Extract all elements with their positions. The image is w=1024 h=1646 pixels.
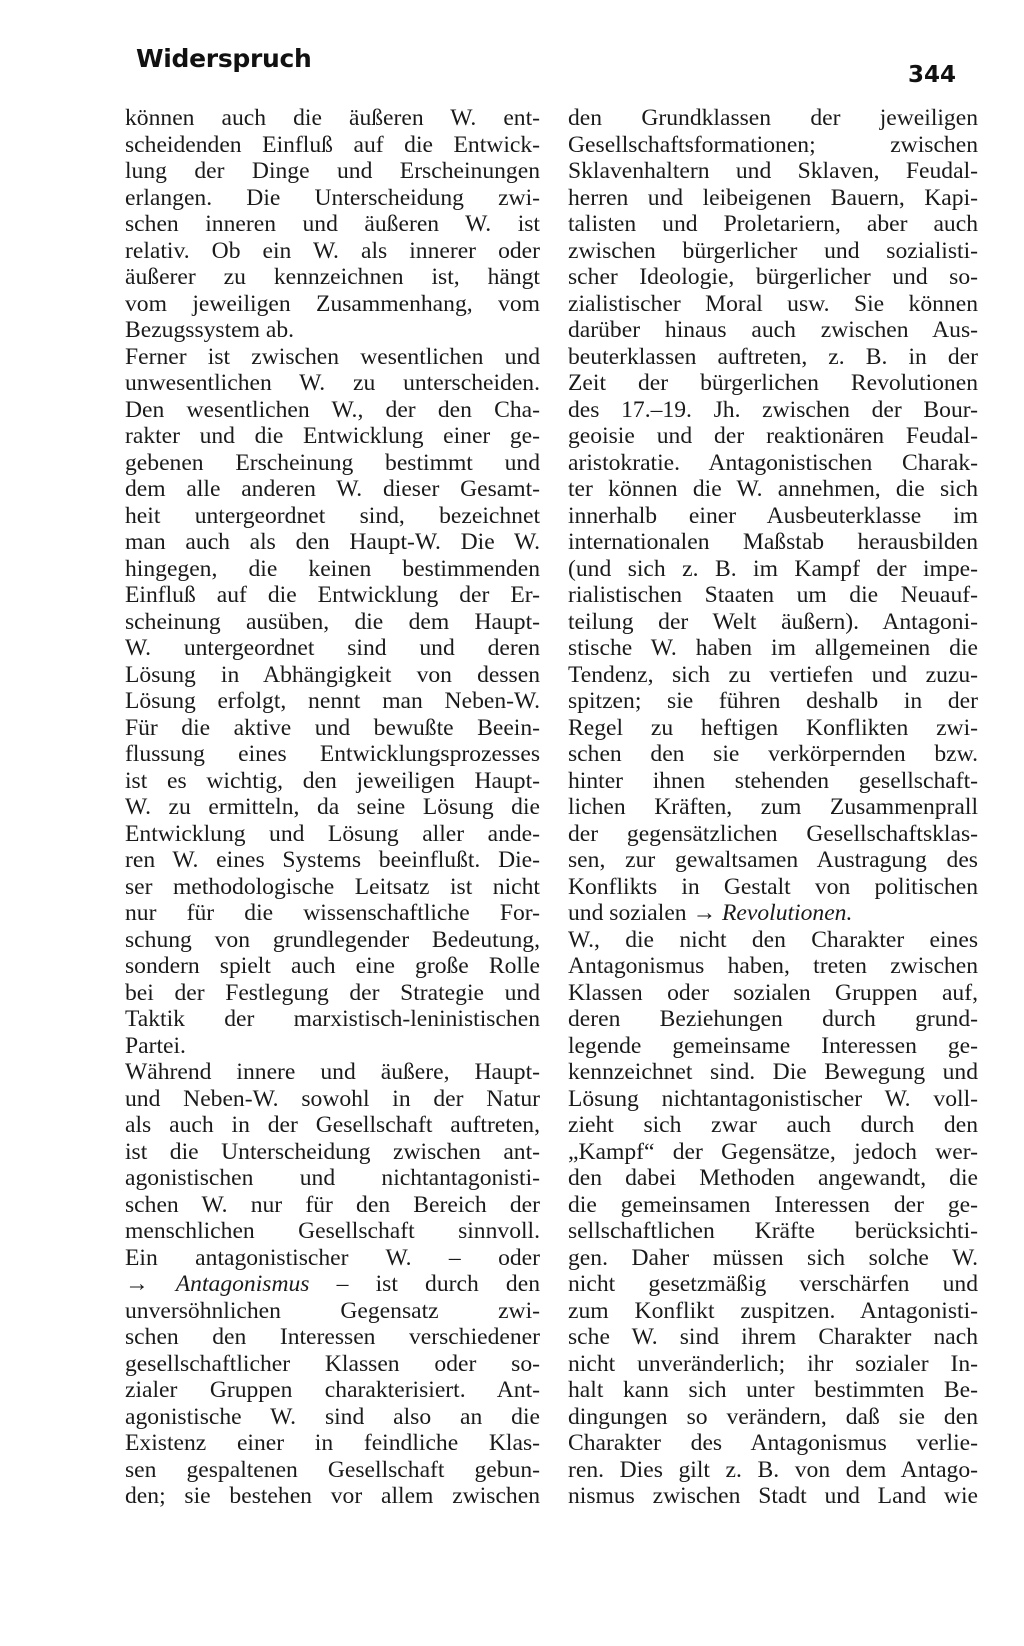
text-segment: aristokratie. Antagonistischen Charak-	[568, 449, 978, 476]
text-line	[125, 1377, 540, 1404]
text-segment: teilung der Welt äußern). Antagoni-	[568, 608, 978, 635]
text-segment: – ist durch den	[309, 1271, 541, 1297]
text-segment: W. untergeordnet sind und deren	[125, 635, 540, 661]
text-line	[125, 1351, 540, 1378]
text-line	[125, 1218, 540, 1245]
text-line	[125, 1298, 540, 1325]
text-segment: talisten und Proletariern, aber auch	[568, 211, 978, 237]
cross-reference-term: Antagonismus	[175, 1271, 310, 1297]
text-line	[568, 423, 978, 450]
text-line	[568, 1483, 978, 1510]
text-line	[125, 344, 540, 371]
text-segment: Während innere und äußere, Haupt-	[125, 1059, 540, 1085]
text-segment: unversöhnlichen Gegensatz zwi-	[125, 1297, 540, 1324]
text-line	[568, 132, 978, 159]
text-line	[568, 847, 978, 874]
text-line	[568, 1324, 978, 1351]
text-line	[125, 1139, 540, 1166]
text-segment: den; sie bestehen vor allem zwischen	[125, 1483, 540, 1509]
text-segment: sellschaftlichen Kräfte berücksichti-	[568, 1218, 978, 1244]
text-segment: herren und leibeigenen Bauern, Kapi-	[568, 184, 978, 211]
cross-reference-term: Revolutionen.	[721, 900, 853, 926]
text-segment: den dabei Methoden angewandt, die	[568, 1165, 978, 1191]
text-line	[568, 238, 978, 265]
text-line	[125, 1483, 540, 1510]
text-segment: schen den Interessen verschiedener	[125, 1324, 540, 1350]
text-segment: Gesellschaftsformationen; zwischen	[568, 131, 978, 158]
text-line	[568, 1112, 978, 1139]
text-segment: nicht unveränderlich; ihr sozialer In-	[568, 1350, 978, 1377]
text-line	[568, 1033, 978, 1060]
text-segment: heit untergeordnet sind, bezeichnet	[125, 502, 540, 529]
text-line	[125, 980, 540, 1007]
text-segment: den Grundklassen der jeweiligen	[568, 105, 978, 131]
text-segment: ter können die W. annehmen, die sich	[568, 476, 978, 502]
text-line	[568, 1192, 978, 1219]
text-segment: des 17.–19. Jh. zwischen der Bour-	[568, 396, 978, 423]
text-segment: W., die nicht den Charakter eines	[568, 926, 978, 953]
text-line	[125, 635, 540, 662]
text-segment: zialer Gruppen charakterisiert. Ant-	[125, 1377, 540, 1403]
text-line	[125, 662, 540, 689]
text-segment: Den wesentlichen W., der den Cha-	[125, 396, 540, 423]
text-segment: hinter ihnen stehenden gesellschaft-	[568, 767, 978, 794]
text-line	[568, 900, 978, 927]
text-line	[568, 662, 978, 689]
text-segment: (und sich z. B. im Kampf der impe-	[568, 555, 978, 582]
text-line	[568, 344, 978, 371]
text-line	[568, 715, 978, 742]
text-segment: W. zu ermitteln, da seine Lösung die	[125, 794, 540, 820]
text-line	[125, 768, 540, 795]
text-line	[568, 1351, 978, 1378]
text-line	[125, 609, 540, 636]
text-line	[125, 1112, 540, 1139]
text-segment: sche W. sind ihrem Charakter nach	[568, 1324, 978, 1350]
right-text-column	[568, 105, 978, 1510]
text-segment: hingegen, die keinen bestimmenden	[125, 555, 540, 582]
text-line	[568, 1271, 978, 1298]
text-line	[568, 158, 978, 185]
text-segment: ist es wichtig, den jeweiligen Haupt-	[125, 767, 540, 794]
text-line	[568, 794, 978, 821]
text-line	[568, 1298, 978, 1325]
text-line	[125, 1033, 540, 1060]
text-segment: ist die Unterscheidung zwischen ant-	[125, 1138, 540, 1165]
text-line	[125, 105, 540, 132]
text-segment: innerhalb einer Ausbeuterklasse im	[568, 502, 978, 529]
text-segment: lung der Dinge und Erscheinungen	[125, 158, 540, 184]
text-line	[568, 1139, 978, 1166]
text-line	[568, 1377, 978, 1404]
text-segment: menschlichen Gesellschaft sinnvoll.	[125, 1218, 540, 1244]
text-segment: und sozialen →	[568, 900, 722, 926]
text-segment: Entwicklung und Lösung aller ande-	[125, 820, 540, 847]
text-line	[568, 1245, 978, 1272]
text-line	[568, 503, 978, 530]
text-segment: Regel zu heftigen Konflikten zwi-	[568, 714, 978, 741]
text-line	[125, 1430, 540, 1457]
text-line	[568, 1086, 978, 1113]
text-line	[568, 821, 978, 848]
text-line	[125, 847, 540, 874]
text-segment: ren. Dies gilt z. B. von dem Antago-	[568, 1456, 978, 1483]
text-line	[568, 980, 978, 1007]
text-line	[125, 211, 540, 238]
text-line	[125, 132, 540, 159]
text-line	[125, 1324, 540, 1351]
text-line	[568, 185, 978, 212]
text-line	[125, 370, 540, 397]
text-segment: die gemeinsamen Interessen der ge-	[568, 1191, 978, 1218]
text-line	[568, 927, 978, 954]
text-segment: Für die aktive und bewußte Beein-	[125, 714, 540, 741]
text-line	[125, 741, 540, 768]
text-segment: spitzen; sie führen deshalb in der	[568, 688, 978, 714]
text-line	[568, 529, 978, 556]
text-segment: Bezugssystem ab.	[125, 317, 295, 343]
text-segment: gesellschaftlicher Klassen oder so-	[125, 1350, 540, 1377]
text-line	[125, 397, 540, 424]
text-segment: schen den sie verkörpernden bzw.	[568, 741, 978, 767]
text-line	[568, 688, 978, 715]
text-segment: Klassen oder sozialen Gruppen auf,	[568, 979, 978, 1006]
text-segment: schung von grundlegender Bedeutung,	[125, 926, 540, 953]
text-segment: kennzeichnet sind. Die Bewegung und	[568, 1059, 978, 1085]
text-segment: schen W. nur für den Bereich der	[125, 1191, 540, 1218]
text-segment: schen inneren und äußeren W. ist	[125, 211, 540, 237]
text-segment: gebenen Erscheinung bestimmt und	[125, 449, 540, 476]
text-segment: sondern spielt auch eine große Rolle	[125, 953, 540, 979]
text-segment: äußerer zu kennzeichnen ist, hängt	[125, 264, 540, 290]
text-segment: Sklavenhaltern und Sklaven, Feudal-	[568, 158, 978, 184]
text-segment: legende gemeinsame Interessen ge-	[568, 1032, 978, 1059]
text-segment: geoisie und der reaktionären Feudal-	[568, 423, 978, 449]
text-segment: Ferner ist zwischen wesentlichen und	[125, 343, 540, 370]
text-line	[125, 185, 540, 212]
text-segment: zieht sich zwar auch durch den	[568, 1112, 978, 1138]
text-line	[125, 1192, 540, 1219]
text-line	[568, 291, 978, 318]
text-line	[125, 1006, 540, 1033]
text-line	[568, 370, 978, 397]
text-line	[125, 688, 540, 715]
text-line	[568, 1059, 978, 1086]
text-segment: Existenz einer in feindliche Klas-	[125, 1430, 540, 1456]
text-segment: Konflikts in Gestalt von politischen	[568, 873, 978, 900]
text-line	[568, 450, 978, 477]
text-segment: zum Konflikt zuspitzen. Antagonisti-	[568, 1297, 978, 1324]
text-line	[568, 768, 978, 795]
text-line	[125, 291, 540, 318]
text-segment: bei der Festlegung der Strategie und	[125, 979, 540, 1006]
text-line	[568, 874, 978, 901]
text-line	[125, 927, 540, 954]
text-segment: Lösung nichtantagonistischer W. voll-	[568, 1085, 978, 1112]
text-segment: zwischen bürgerlicher und sozialisti-	[568, 237, 978, 264]
text-segment: relativ. Ob ein W. als innerer oder	[125, 237, 540, 264]
text-segment: Tendenz, sich zu vertiefen und zuzu-	[568, 661, 978, 688]
text-segment: und Neben-W. sowohl in der Natur	[125, 1085, 540, 1112]
text-segment: ren W. eines Systems beeinflußt. Die-	[125, 847, 540, 873]
text-line	[568, 1006, 978, 1033]
text-line	[125, 1086, 540, 1113]
text-segment: scheidenden Einfluß auf die Entwick-	[125, 131, 540, 158]
text-segment: Taktik der marxistisch-leninistischen	[125, 1006, 540, 1032]
text-segment: zialistischer Moral usw. Sie können	[568, 290, 978, 317]
text-line	[125, 900, 540, 927]
text-line	[568, 582, 978, 609]
text-segment: stische W. haben im allgemeinen die	[568, 635, 978, 661]
text-segment: halt kann sich unter bestimmten Be-	[568, 1377, 978, 1403]
text-segment: ser methodologische Leitsatz ist nicht	[125, 873, 540, 900]
text-line	[125, 874, 540, 901]
text-line	[568, 1430, 978, 1457]
text-segment: Ein antagonistischer W. – oder	[125, 1244, 540, 1271]
text-line	[125, 1457, 540, 1484]
text-segment: man auch als den Haupt-W. Die W.	[125, 529, 540, 555]
text-line	[125, 529, 540, 556]
text-segment: beuterklassen auftreten, z. B. in der	[568, 343, 978, 370]
text-line	[125, 476, 540, 503]
text-line	[568, 635, 978, 662]
text-line	[125, 238, 540, 265]
text-line	[568, 556, 978, 583]
text-line	[125, 317, 540, 344]
text-segment: unwesentlichen W. zu unterscheiden.	[125, 370, 540, 396]
text-segment: scheinung ausüben, die dem Haupt-	[125, 608, 540, 635]
text-line	[125, 556, 540, 583]
text-line	[568, 609, 978, 636]
text-segment: Antagonismus haben, treten zwischen	[568, 953, 978, 979]
text-segment: darüber hinaus auch zwischen Aus-	[568, 317, 978, 343]
text-segment: vom jeweiligen Zusammenhang, vom	[125, 290, 540, 317]
text-segment: flussung eines Entwicklungsprozesses	[125, 741, 540, 767]
text-line	[125, 1165, 540, 1192]
text-segment: gen. Daher müssen sich solche W.	[568, 1244, 978, 1271]
text-segment: lichen Kräften, zum Zusammenprall	[568, 794, 978, 820]
page-number: 344	[908, 62, 957, 88]
text-segment: deren Beziehungen durch grund-	[568, 1006, 978, 1032]
text-line	[568, 476, 978, 503]
text-line	[125, 1245, 540, 1272]
text-line	[125, 503, 540, 530]
text-segment: nismus zwischen Stadt und Land wie	[568, 1483, 978, 1509]
left-text-column	[125, 105, 540, 1510]
text-line	[568, 741, 978, 768]
text-line	[568, 1165, 978, 1192]
text-line	[568, 1404, 978, 1431]
text-line	[125, 450, 540, 477]
text-segment: Einfluß auf die Entwicklung der Er-	[125, 582, 540, 608]
text-segment: rialistischen Staaten um die Neuauf-	[568, 582, 978, 608]
text-line	[568, 105, 978, 132]
text-segment: als auch in der Gesellschaft auftreten,	[125, 1112, 540, 1138]
text-segment: Charakter des Antagonismus verlie-	[568, 1430, 978, 1456]
text-line	[125, 953, 540, 980]
text-segment: können auch die äußeren W. ent-	[125, 105, 540, 131]
text-segment: internationalen Maßstab herausbilden	[568, 529, 978, 555]
text-line	[568, 264, 978, 291]
text-line	[568, 397, 978, 424]
text-segment: Lösung in Abhängigkeit von dessen	[125, 661, 540, 688]
text-line	[568, 1457, 978, 1484]
text-segment: der gegensätzlichen Gesellschaftsklas-	[568, 820, 978, 847]
text-line	[125, 158, 540, 185]
text-line	[125, 821, 540, 848]
text-segment: →	[125, 1271, 176, 1297]
text-segment: dem alle anderen W. dieser Gesamt-	[125, 476, 540, 502]
text-segment: erlangen. Die Unterscheidung zwi-	[125, 184, 540, 211]
text-line	[125, 794, 540, 821]
running-head-title: Widerspruch	[136, 44, 312, 73]
text-segment: dingungen so verändern, daß sie den	[568, 1403, 978, 1430]
text-segment: sen gespaltenen Gesellschaft gebun-	[125, 1456, 540, 1483]
text-segment: rakter und die Entwicklung einer ge-	[125, 423, 540, 449]
text-segment: Lösung erfolgt, nennt man Neben-W.	[125, 688, 540, 714]
text-line	[125, 1271, 540, 1298]
text-line	[125, 1404, 540, 1431]
text-line	[568, 1218, 978, 1245]
text-line	[125, 715, 540, 742]
text-line	[568, 317, 978, 344]
text-line	[125, 1059, 540, 1086]
text-line	[125, 423, 540, 450]
text-line	[125, 264, 540, 291]
text-segment: Partei.	[125, 1032, 186, 1059]
text-segment: agonistische W. sind also an die	[125, 1403, 540, 1430]
text-segment: nur für die wissenschaftliche For-	[125, 900, 540, 926]
text-segment: agonistischen und nichtantagonisti-	[125, 1165, 540, 1191]
text-segment: Zeit der bürgerlichen Revolutionen	[568, 370, 978, 396]
text-line	[568, 953, 978, 980]
text-line	[568, 211, 978, 238]
text-segment: „Kampf“ der Gegensätze, jedoch wer-	[568, 1138, 978, 1165]
text-line	[125, 582, 540, 609]
text-segment: scher Ideologie, bürgerlicher und so-	[568, 264, 978, 290]
text-segment: sen, zur gewaltsamen Austragung des	[568, 847, 978, 873]
text-segment: nicht gesetzmäßig verschärfen und	[568, 1271, 978, 1297]
